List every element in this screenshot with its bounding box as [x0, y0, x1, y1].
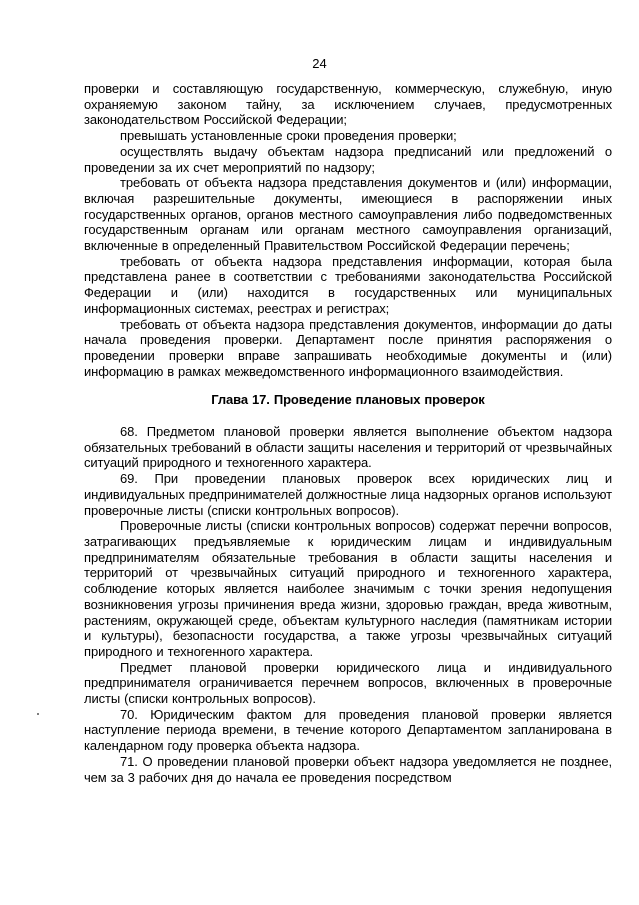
- paragraph-continuation: проверки и составляющую государственную, коммерческую, служебную, иную охраняемую законом тайну, за исключением случаев, предусмотренных законодательством Российской Федерации;: [84, 81, 612, 128]
- paragraph: требовать от объекта надзора представления документов и (или) информации, включая разрешительные документы, имеющиеся в распоряжении иных государственных органов, органов местного самоуправления либо подведомственных государственным органам или органам местного самоуправления организаций, включенные в определенный Правительством Российской Федерации перечень;: [84, 175, 612, 254]
- document-body: [84, 81, 612, 785]
- paragraph-item-69: 69. При проведении плановых проверок всех юридических лиц и индивидуальных предпринимателей должностные лица надзорных органов используют проверочные листы (списки контрольных вопросов).: [84, 471, 612, 518]
- chapter-heading: Глава 17. Проведение плановых проверок: [211, 392, 485, 408]
- paragraph: требовать от объекта надзора представления информации, которая была представлена ранее в соответствии с требованиями законодательства Российской Федерации и (или) находится в государственных или муниципальных информационных системах, реестрах и регистрах;: [84, 253, 612, 316]
- paragraph-item-71: 71. О проведении плановой проверки объект надзора уведомляется не позднее, чем за 3 рабочих дня до начала ее проведения посредством: [84, 753, 612, 785]
- paragraph: превышать установленные сроки проведения проверки;: [120, 128, 457, 144]
- paragraph: Проверочные листы (списки контрольных вопросов) содержат перечни вопросов, затрагивающих предъявляемые к юридическим лицам и индивидуальным предпринимателям обязательные требования в области защиты населения и территорий от чрезвычайных ситуаций природного и техногенного характера, соблюдение которых является наиболее значимым с точки зрения недопущения возникновения угрозы причинения вреда жизни, здоровью граждан, вреда животным, растениям, окружающей среде, объектам культурного наследия (памятникам истории и культуры), безопасности государства, а также угрозы чрезвычайных ситуаций природного и техногенного характера.: [84, 518, 612, 659]
- paragraph-item-68: 68. Предметом плановой проверки является выполнение объектом надзора обязательных требований в области защиты населения и территорий от чрезвычайных ситуаций природного и техногенного характера.: [84, 424, 612, 471]
- page-number: 24: [312, 56, 327, 71]
- paragraph: Предмет плановой проверки юридического лица и индивидуального предпринимателя ограничивается перечнем вопросов, включенных в проверочные листы (списки контрольных вопросов).: [84, 659, 612, 707]
- paragraph: осуществлять выдачу объектам надзора предписаний или предложений о проведении за их счет мероприятий по надзору;: [84, 143, 612, 175]
- scan-artifact-dot: [37, 713, 39, 715]
- paragraph-item-70: 70. Юридическим фактом для проведения плановой проверки является наступление периода времени, в течение которого Департаментом запланирована в календарном году проверка объекта надзора.: [84, 706, 612, 754]
- paragraph: требовать от объекта надзора представления документов, информации до даты начала проведения проверки. Департамент после принятия распоряжения о проведении проверки вправе запрашивать необходимые документы и (или) информацию в рамках межведомственного информационного взаимодействия.: [84, 316, 612, 379]
